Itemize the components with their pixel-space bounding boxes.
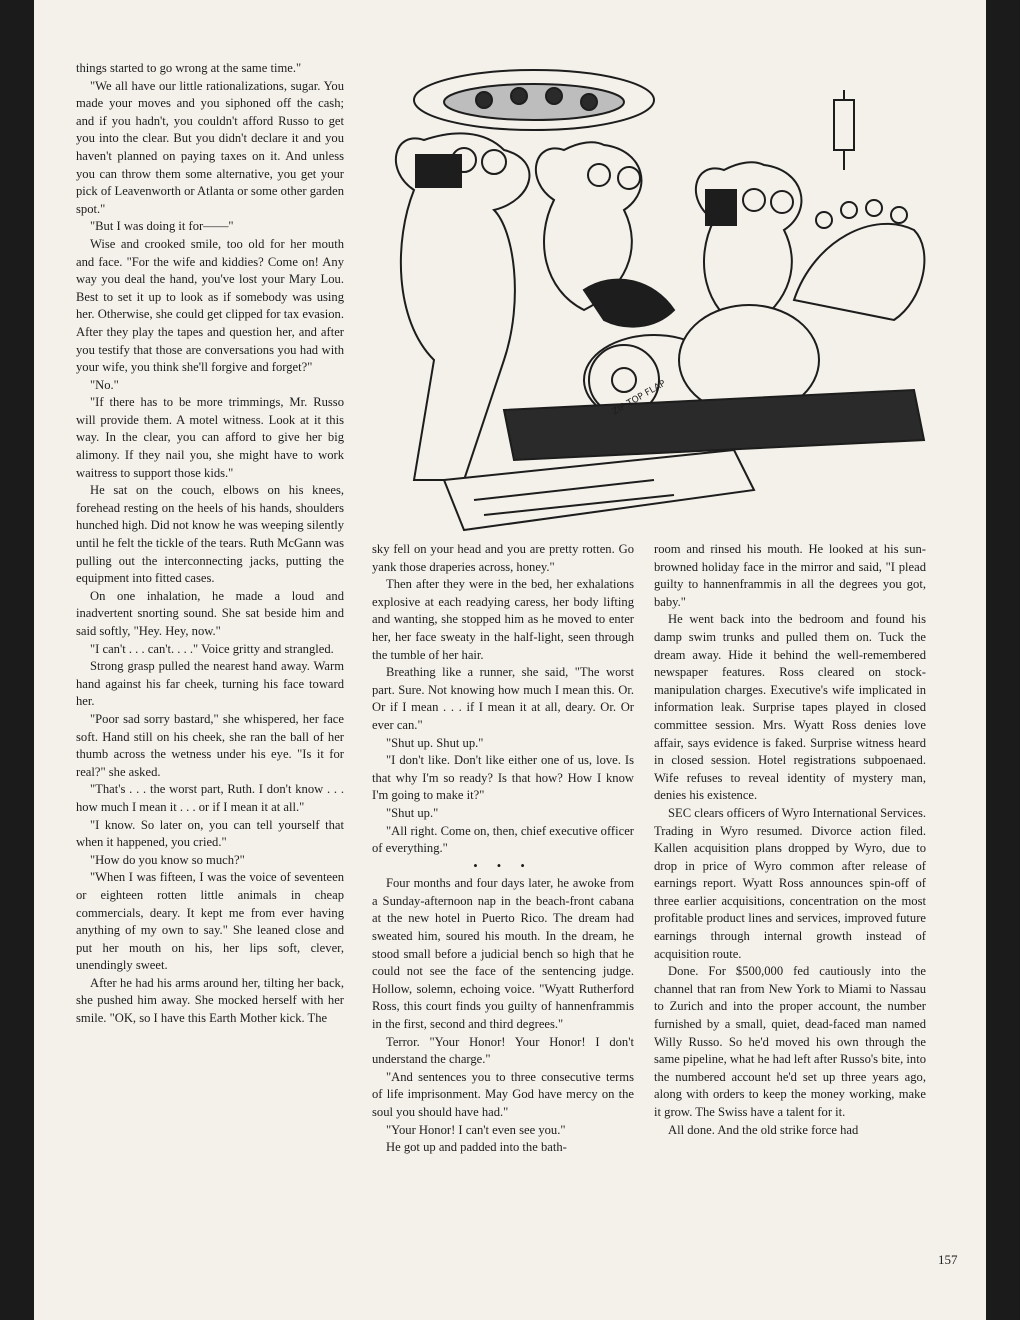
- operating-table: [504, 390, 924, 460]
- paragraph: "If there has to be more trimmings, Mr. Russo will provide them. A motel witness. Look at it this way. In the clear, you can afford to give her big alimony. If they nail you, she might have to work waitress to support those kids.": [76, 395, 344, 480]
- paragraph: "We all have our little rationalizations, sugar. You made your moves and you siphoned off the cash; and if you hadn't, you couldn't afford Russo to get you into the clear. But you didn't declare it and you haven't planned on paying taxes on it. And unless you can throw them some alternative, you get your pick of Leavenworth or Atlanta or some other garden spot.": [76, 78, 344, 216]
- text-column-right: [654, 541, 926, 1139]
- zip-flap-label: ZIP TOP FLAP: [610, 378, 668, 418]
- surgery-cartoon-illustration: [354, 60, 954, 540]
- paragraph: Wise and crooked smile, too old for her mouth and face. "For the wife and kiddies? Come on! Any way you deal the hand, you've lost your Mary Lou. Best to set it up to look as if somebody was using her. Otherwise, she could get clipped for tax evasion. After they play the tapes and question her, and after you testify that those are conversations you had with your wife, you think she'll forgive and forget?": [76, 236, 344, 375]
- paragraph: "All right. Come on, then, chief executive officer of everything.": [372, 823, 634, 856]
- instrument-tray: [444, 450, 754, 530]
- paragraph: "When I was fifteen, I was the voice of seventeen or eighteen rotten little animals in cheap commercials, deary. It kept me from ever having anything of my own to say." She leaned close and put her mouth on his, her lips soft, clever, unendingly sweet.: [76, 870, 344, 973]
- section-break: • • •: [473, 858, 533, 873]
- glove: [584, 280, 674, 327]
- paragraph: things started to go wrong at the same time.": [76, 61, 302, 75]
- paragraph: On one inhalation, he made a loud and inadvertent snorting sound. She sat beside him and said softly, "Hey. Hey, now.": [76, 588, 344, 638]
- paragraph: sky fell on your head and you are pretty rotten. Go yank those draperies across, honey.": [372, 542, 634, 574]
- paragraph: SEC clears officers of Wyro International Services. Trading in Wyro resumed. Divorce action filed. Kallen acquisition plans dropped by Wyro, due to drop in price of Wyro common after release of earnings report. Wyatt Ross announces spin-off of three earlier acquisitions, concentration on the most profitable product lines and services, improved future earnings through internal growth instead of acquisition route.: [654, 805, 926, 961]
- paragraph: Four months and four days later, he awoke from a Sunday-afternoon nap in the beach-front cabana at the new hotel in Puerto Rico. The dream had sweated him, soured his mouth. In the dream, he stood small before a judicial bench so high that he could not see the face of the sentencing judge. Hollow, solemn, echoing voice. "Wyatt Rutherford Ross, this court finds you guilty of hannenframmis in the first, second and third degrees.": [372, 876, 634, 1032]
- paragraph: Done. For $500,000 fed cautiously into the channel that ran from New York to Miami to Nassau to Zurich and into the proper account, the number furnished by a small, quiet, dead-faced man named Willy Russo. So he'd moved his own through the same pipeline, what he had left after Russo's bite, into the numbered account he'd set up three years ago, along with orders to keep the money working, make it grow. The Swiss have a talent for it.: [654, 964, 926, 1119]
- paragraph: room and rinsed his mouth. He looked at his sun-browned holiday face in the mirror and said, "I plead guilty to hannenframmis in all the degrees you got, baby.": [654, 542, 926, 609]
- paragraph: "Shut up. Shut up.": [386, 735, 484, 750]
- paragraph: "How do you know so much?": [90, 852, 245, 867]
- paragraph: "I can't . . . can't. . . ." Voice gritty and strangled.: [90, 641, 334, 656]
- paragraph: Strong grasp pulled the nearest hand away. Warm hand against his far cheek, turning his face toward her.: [76, 659, 344, 709]
- paragraph: He sat on the couch, elbows on his knees, forehead resting on the heels of his hands, shoulders hunched high. Did not know he was weeping silently until he felt the tickle of the tears. Ruth McGann was pulling out the interconnecting jacks, putting the equipment into fitted cases.: [76, 483, 344, 586]
- paragraph: Terror. "Your Honor! Your Honor! I don't understand the charge.": [372, 1034, 634, 1067]
- paragraph: "No.": [90, 377, 119, 392]
- paragraph: "I know. So later on, you can tell yourself that when it happened, you cried.": [76, 817, 344, 850]
- paragraph: Then after they were in the bed, her exhalations explosive at each readying caress, her body lifting and wanting, she stopped him as he moved to enter her, her face sweaty in the half-light, seen through the tumble of her hair.: [372, 577, 634, 662]
- magazine-page: [34, 0, 986, 1320]
- paragraph: "But I was doing it for——": [90, 219, 234, 234]
- paragraph: After he had his arms around her, tilting her back, she pushed him away. She mocked herself with her smile. "OK, so I have this Earth Mother kick. The: [76, 975, 344, 1026]
- paragraph: He went back into the bedroom and found his damp swim trunks and pulled them on. Tuck the dream away. Hide it behind the well-remembered newspaper features. Ross cleared on stock-manipulation charges. Executive's wife implicated in information leak. Surprise tapes played in closed committee session. Mrs. Wyatt Ross denies love affair, says evidence is faked. Surprise witness heard in closed session. Hotel registrations subpoenaed. Wife refuses to reveal identity of mystery man, denies his existence.: [654, 612, 926, 803]
- text-column-left: [76, 60, 344, 1028]
- paragraph: He got up and padded into the bath-: [386, 1140, 567, 1155]
- paragraph: "And sentences you to three consecutive terms of life imprisonment. May God have mercy on the soul you should have had.": [372, 1069, 634, 1119]
- paragraph: Breathing like a runner, she said, "The worst part. Sure. Not knowing how much I mean this. Or. Or if I mean . . . if I mean it at all, deary. Or. Or ever can.": [372, 665, 634, 732]
- paragraph: "Poor sad sorry bastard," she whispered, her face soft. Hand still on his cheek, she ran the ball of her thumb across the wetness under his eye. "Is it for real?" she asked.: [76, 711, 344, 779]
- paragraph: All done. And the old strike force had: [668, 1122, 859, 1137]
- paragraph: "I don't like. Don't like either one of us, love. Is that why I'm so ready? Is that how? How I know I'm going to make it?": [372, 753, 634, 803]
- patient-feet: [794, 224, 924, 320]
- paragraph: "Shut up.": [386, 805, 439, 820]
- paragraph: "That's . . . the worst part, Ruth. I don't know . . . how much I mean it . . . or if I mean it at all.": [76, 782, 344, 814]
- text-column-middle: [372, 541, 634, 1157]
- page-number: 157: [938, 1252, 958, 1267]
- paragraph: "Your Honor! I can't even see you.": [386, 1122, 566, 1137]
